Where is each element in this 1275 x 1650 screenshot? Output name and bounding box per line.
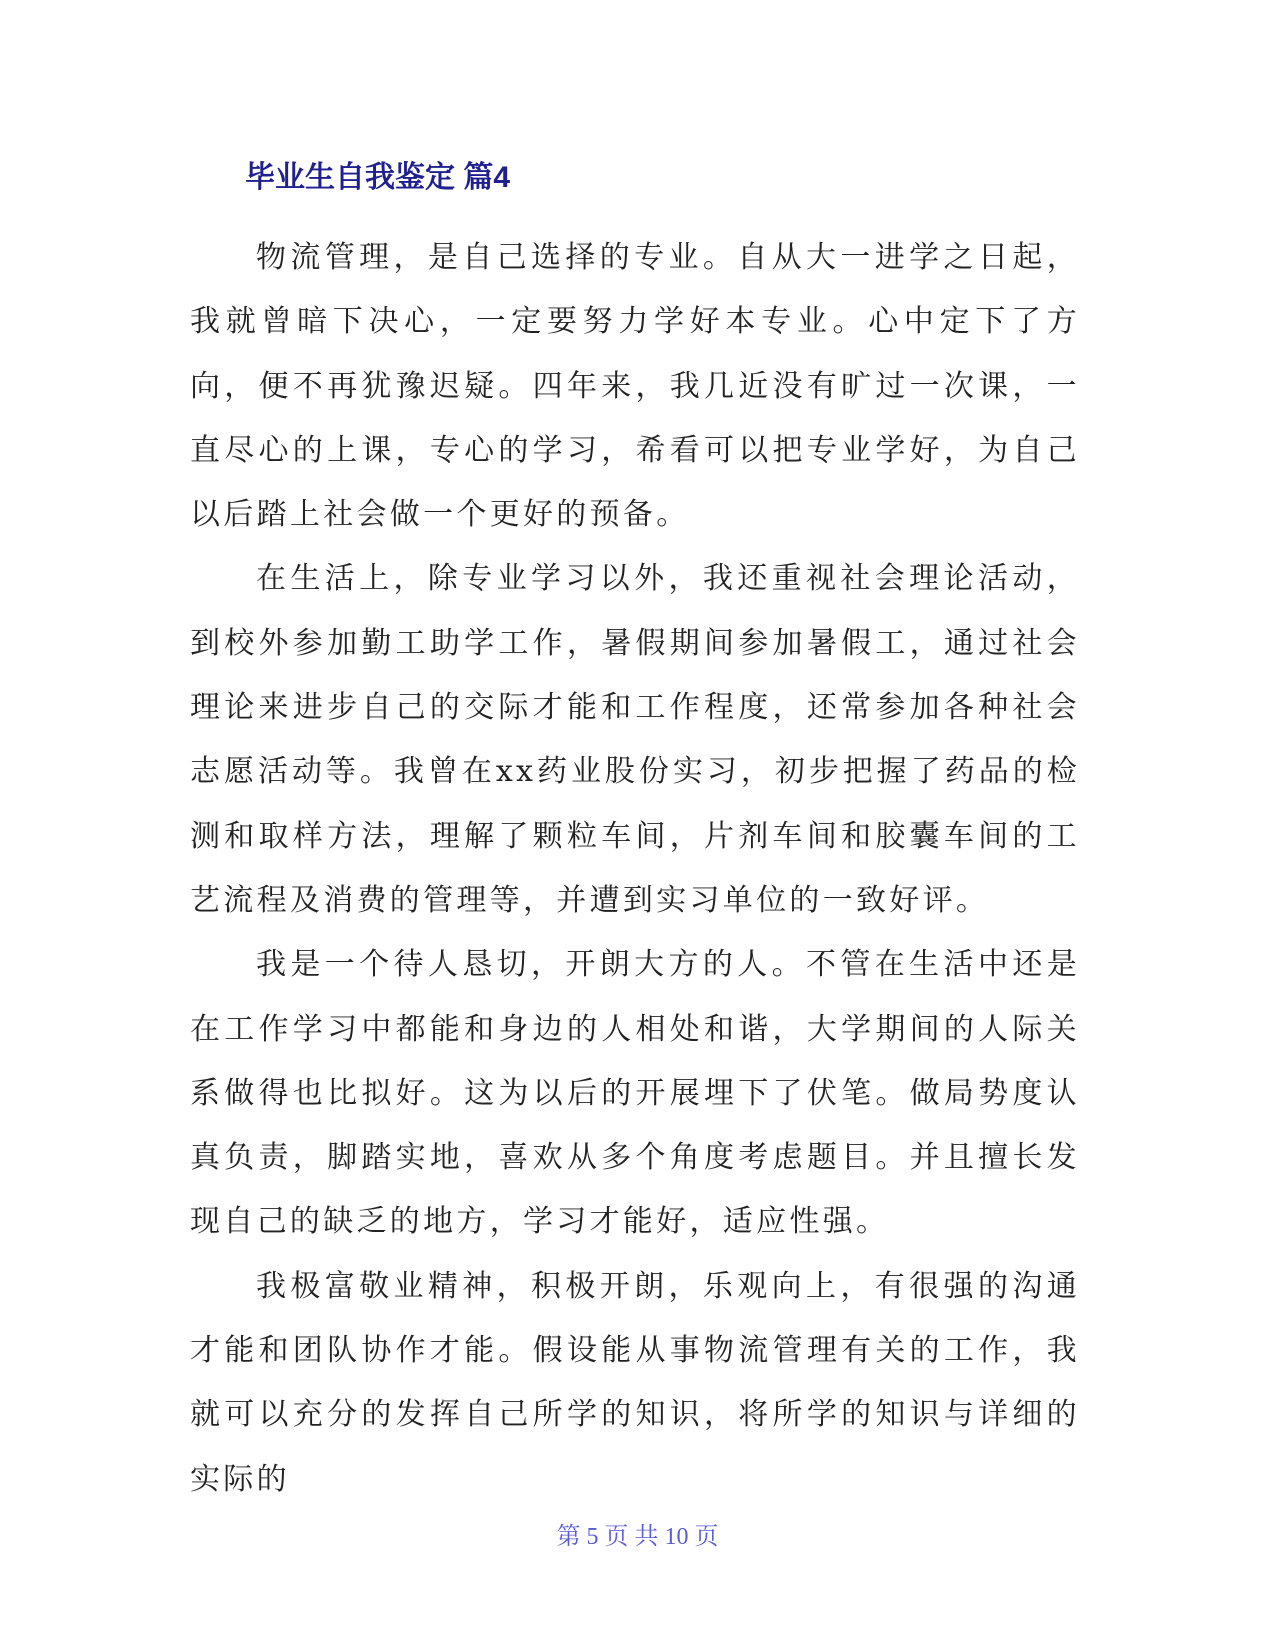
page-number-footer: 第 5 页 共 10 页 bbox=[556, 1524, 719, 1550]
document-title: 毕业生自我鉴定 篇4 bbox=[245, 161, 511, 194]
paragraph: 我极富敬业精神，积极开朗，乐观向上，有很强的沟通才能和团队协作才能。假设能从事物流管理有关的工作，我就可以充分的发挥自己所学的知识，将所学的知识与详细的实际的 bbox=[190, 1268, 1080, 1497]
paragraph: 我是一个待人恳切，开朗大方的人。不管在生活中还是在工作学习中都能和身边的人相处和谐，大学期间的人际关系做得也比拟好。这为以后的开展埋下了伏笔。做局势度认真负责，脚踏实地，喜欢从多个角度考虑题目。并且擅长发现自己的缺乏的地方，学习才能好，适应性强。 bbox=[190, 947, 1080, 1240]
paragraph: 物流管理，是自己选择的专业。自从大一进学之日起，我就曾暗下决心，一定要努力学好本专业。心中定下了方向，便不再犹豫迟疑。四年来，我几近没有旷过一次课，一直尽心的上课，专心的学习，希看可以把专业学好，为自己以后踏上社会做一个更好的预备。 bbox=[190, 240, 1080, 533]
paragraph: 在生活上，除专业学习以外，我还重视社会理论活动，到校外参加勤工助学工作，暑假期间参加暑假工，通过社会理论来进步自己的交际才能和工作程度，还常参加各种社会志愿活动等。我曾在xx药业股份实习，初步把握了药品的检测和取样方法，理解了颗粒车间，片剂车间和胶囊车间的工艺流程及消费的管理等，并遭到实习单位的一致好评。 bbox=[190, 561, 1080, 918]
document-body bbox=[190, 226, 1080, 1512]
